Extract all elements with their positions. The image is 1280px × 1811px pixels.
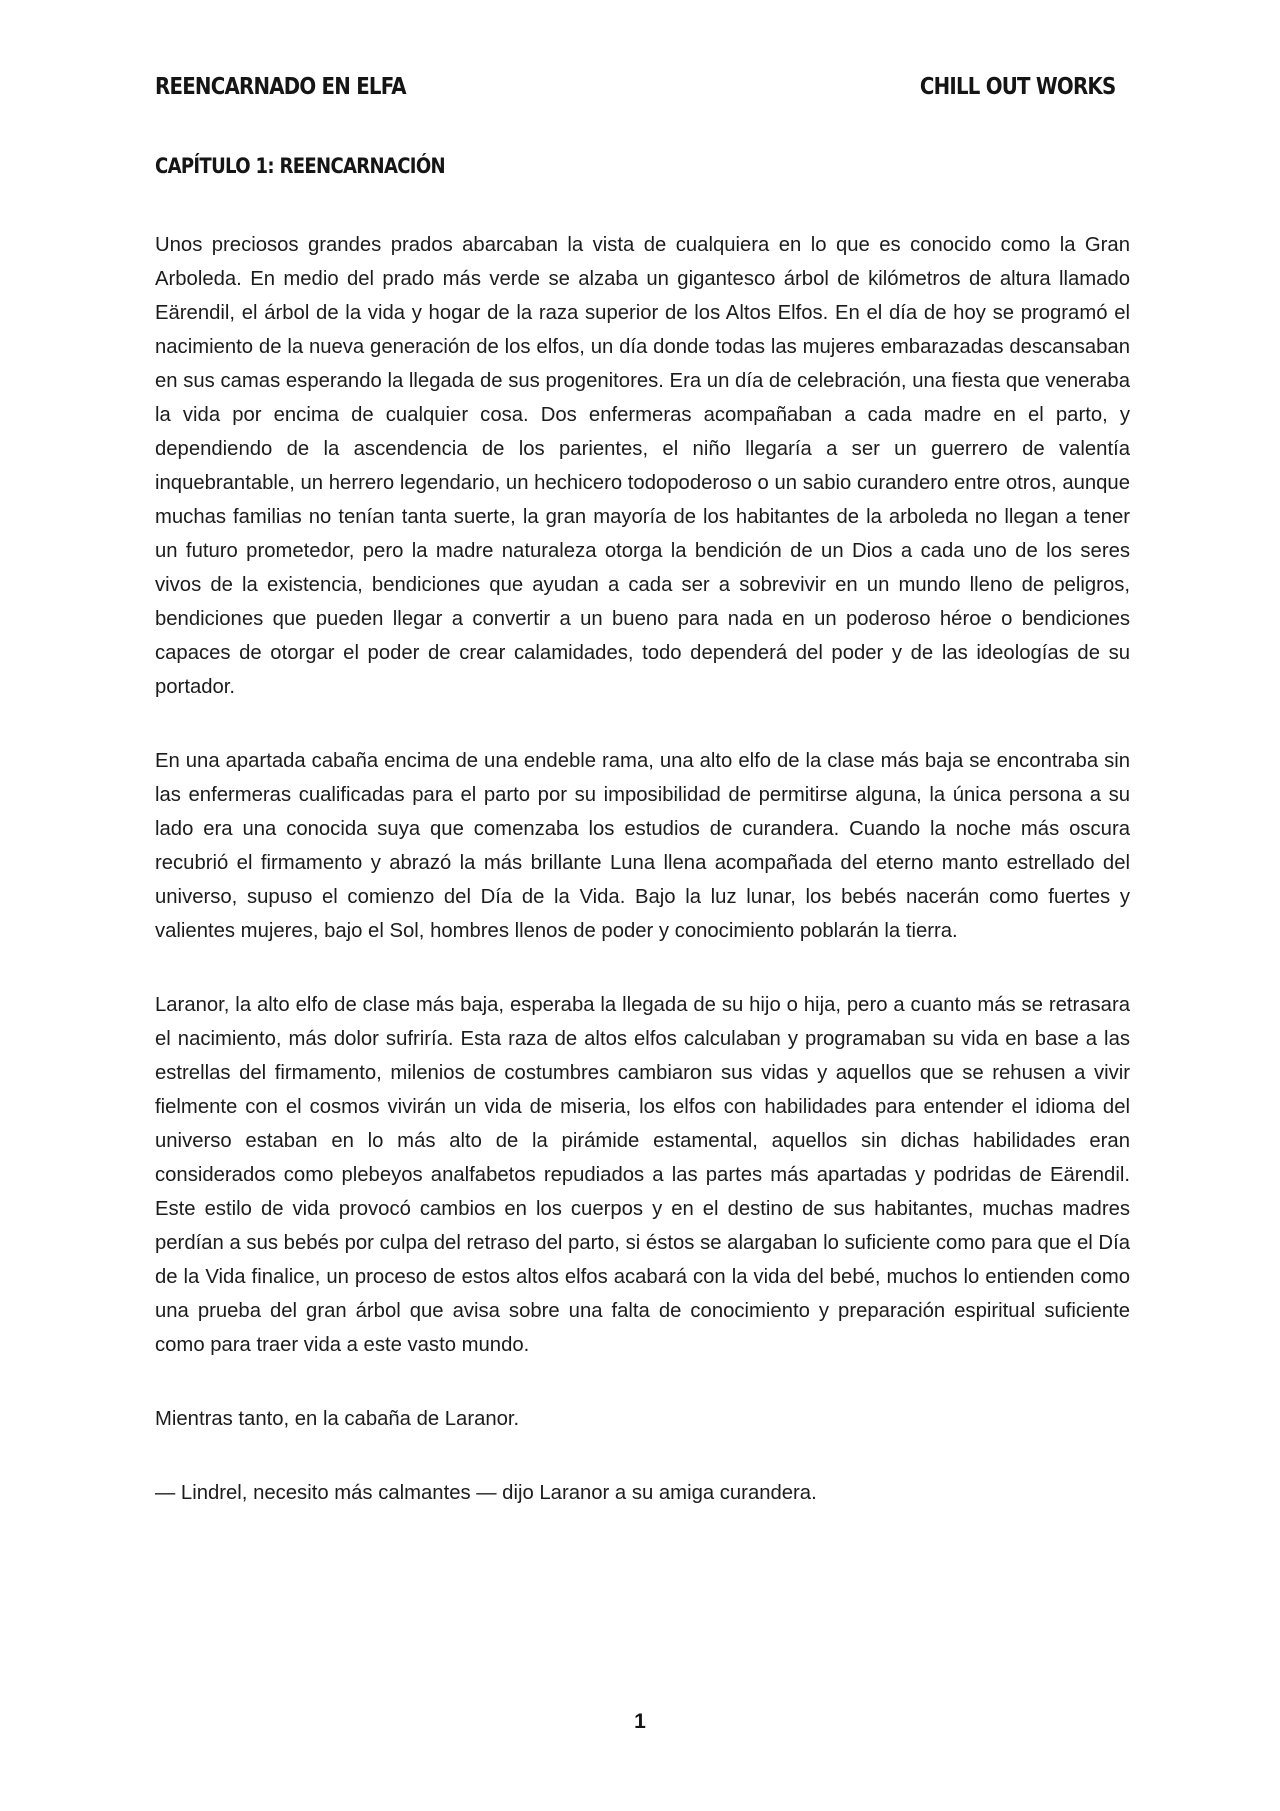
book-title: REENCARNADO EN ELFA <box>155 74 406 100</box>
paragraph-4: Mientras tanto, en la cabaña de Laranor. <box>155 1408 520 1430</box>
paragraph-2: En una apartada cabaña encima de una endeble rama, una alto elfo de la clase más baja se encontraba sin las enfermeras cualificadas para el parto por su imposibilidad de permitirse alguna, la única persona a su lado era una conocida suya que comenzaba los estudios de curandera. Cuando la noche más oscura recubrió el firmamento y abrazó la más brillante Luna llena acompañada del eterno manto estrellado del universo, supuso el comienzo del Día de la Vida. Bajo la luz lunar, los bebés nacerán como fuertes y valientes mujeres, bajo el Sol, hombres llenos de poder y conocimiento poblarán la tierra. <box>155 750 1130 942</box>
page-number: 1 <box>634 1710 646 1733</box>
paragraph-1: Unos preciosos grandes prados abarcaban la vista de cualquiera en lo que es conocido como la Gran Arboleda. En medio del prado más verde se alzaba un gigantesco árbol de kilómetros de altura llamado Eärendil, el árbol de la vida y hogar de la raza superior de los Altos Elfos. En el día de hoy se programó el nacimiento de la nueva generación de los elfos, un día donde todas las mujeres embarazadas descansaban en sus camas esperando la llegada de sus progenitores. Era un día de celebración, una fiesta que veneraba la vida por encima de cualquier cosa. Dos enfermeras acompañaban a cada madre en el parto, y dependiendo de la ascendencia de los parientes, el niño llegaría a ser un guerrero de valentía inquebrantable, un herrero legendario, un hechicero todopoderoso o un sabio curandero entre otros, aunque muchas familias no tenían tanta suerte, la gran mayoría de los habitantes de la arboleda no llegan a tener un futuro prometedor, pero la madre naturaleza otorga la bendición de un Dios a cada uno de los seres vivos de la existencia, bendiciones que ayudan a cada ser a sobrevivir en un mundo lleno de peligros, bendiciones que pueden llegar a convertir a un bueno para nada en un poderoso héroe o bendiciones capaces de otorgar el poder de crear calamidades, todo dependerá del poder y de las ideologías de su portador. <box>155 234 1130 698</box>
paragraph-5: — Lindrel, necesito más calmantes — dijo Laranor a su amiga curandera. <box>155 1482 817 1504</box>
chapter-title: CAPÍTULO 1: REENCARNACIÓN <box>155 154 445 178</box>
page-header <box>155 74 1115 100</box>
paragraph-3: Laranor, la alto elfo de clase más baja, esperaba la llegada de su hijo o hija, pero a cuanto más se retrasara el nacimiento, más dolor sufriría. Esta raza de altos elfos calculaban y programaban su vida en base a las estrellas del firmamento, milenios de costumbres cambiaron sus vidas y aquellos que se rehusen a vivir fielmente con el cosmos vivirán un vida de miseria, los elfos con habilidades para entender el idioma del universo estaban en lo más alto de la pirámide estamental, aquellos sin dichas habilidades eran considerados como plebeyos analfabetos repudiados a las partes más apartadas y podridas de Eärendil. Este estilo de vida provocó cambios en los cuerpos y en el destino de sus habitantes, muchas madres perdían a sus bebés por culpa del retraso del parto, si éstos se alargaban lo suficiente como para que el Día de la Vida finalice, un proceso de estos altos elfos acabará con la vida del bebé, muchos lo entienden como una prueba del gran árbol que avisa sobre una falta de conocimiento y preparación espiritual suficiente como para traer vida a este vasto mundo. <box>155 994 1130 1356</box>
body-text <box>155 228 1130 1510</box>
publisher-name: CHILL OUT WORKS <box>919 74 1115 100</box>
